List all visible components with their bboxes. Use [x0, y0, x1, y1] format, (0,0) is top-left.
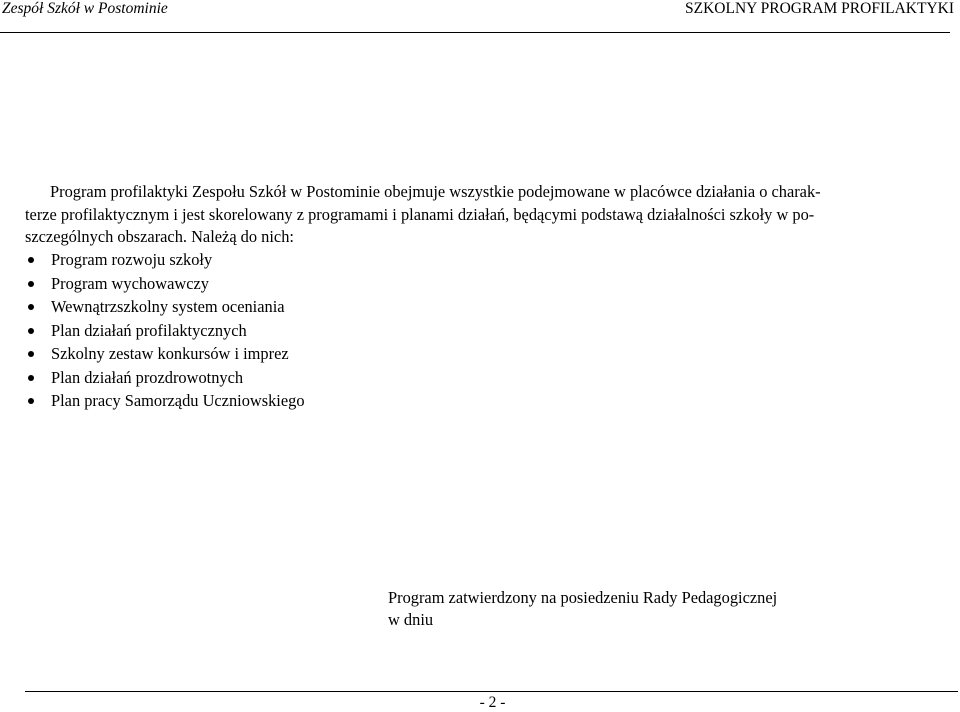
- intro-line-2: terze profilaktycznym i jest skorelowany z programami i planami działań, będącymi podstawą działalności szkoły w po-: [25, 204, 815, 224]
- list-item-label: Plan działań profilaktycznych: [51, 320, 247, 340]
- program-list: [25, 248, 305, 413]
- list-item: [25, 272, 305, 296]
- document-title: SZKOLNY PROGRAM PROFILAKTYKI: [685, 0, 954, 17]
- page-header: [0, 0, 960, 36]
- page-number: - 2 -: [479, 694, 506, 711]
- bullet-icon: [28, 375, 34, 381]
- approval-note: [388, 587, 777, 631]
- school-name: Zespół Szkół w Postominie: [2, 0, 168, 17]
- list-item: [25, 389, 305, 413]
- intro-paragraph: [25, 181, 920, 249]
- intro-line-3: szczególnych obszarach. Należą do nich:: [25, 227, 294, 246]
- bullet-icon: [28, 281, 34, 287]
- list-item: [25, 248, 305, 272]
- bullet-icon: [28, 351, 34, 357]
- bullet-icon: [28, 257, 34, 263]
- footer-divider: [25, 691, 958, 692]
- list-item-label: Program wychowawczy: [51, 273, 209, 293]
- bullet-icon: [28, 304, 34, 310]
- list-item-label: Szkolny zestaw konkursów i imprez: [51, 344, 289, 363]
- header-divider: [0, 32, 950, 33]
- list-item-label: Plan pracy Samorządu Uczniowskiego: [51, 391, 305, 410]
- list-item: [25, 319, 305, 343]
- bullet-icon: [28, 328, 34, 334]
- list-item-label: Plan działań prozdrowotnych: [51, 367, 244, 387]
- list-item-label: Wewnątrzszkolny system oceniania: [51, 297, 285, 316]
- approval-line-2: w dniu: [388, 610, 434, 629]
- bullet-icon: [28, 398, 34, 404]
- list-item: [25, 366, 305, 390]
- intro-line-1: Program profilaktyki Zespołu Szkół w Postominie obejmuje wszystkie podejmowane w placówce działania o charak-: [50, 182, 821, 201]
- list-item: [25, 295, 305, 319]
- approval-line-1: Program zatwierdzony na posiedzeniu Rady Pedagogicznej: [388, 588, 778, 607]
- list-item-label: Program rozwoju szkoły: [51, 250, 213, 269]
- list-item: [25, 342, 305, 366]
